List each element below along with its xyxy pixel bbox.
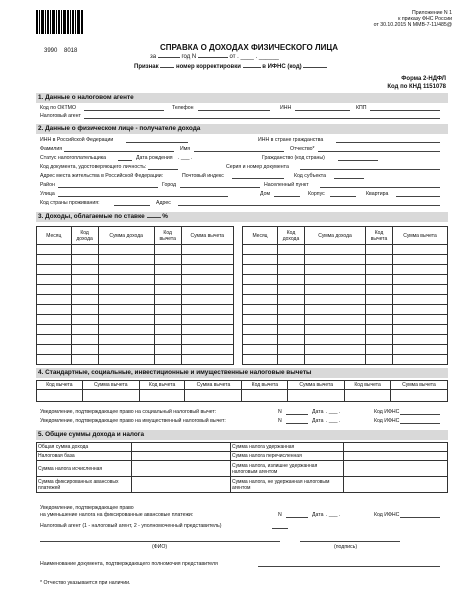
- table-cell[interactable]: [181, 355, 233, 365]
- table-cell[interactable]: [71, 255, 98, 265]
- table-cell[interactable]: [278, 275, 305, 285]
- footer-date: Дата: [312, 512, 324, 518]
- table-cell[interactable]: [366, 275, 393, 285]
- notice-property-label: Уведомление, подтверждающее право на имущественный налоговый вычет:: [40, 418, 226, 424]
- inn-rf-label: ИНН в Российской Федерации: [40, 137, 114, 143]
- annex-line2: к приказу ФНС России: [398, 16, 452, 22]
- barcode-number-left: 3990: [44, 48, 58, 54]
- table-cell[interactable]: [71, 355, 98, 365]
- table-cell[interactable]: [393, 245, 448, 255]
- table-row: [37, 355, 234, 365]
- table-row: [243, 245, 448, 255]
- col-income-code: Код дохода: [71, 227, 98, 245]
- table-cell[interactable]: [305, 245, 366, 255]
- table-cell[interactable]: [98, 295, 154, 305]
- fio-caption: (ФИО): [152, 544, 168, 550]
- flat-label: Квартира: [366, 191, 389, 197]
- table-cell[interactable]: [98, 275, 154, 285]
- table-cell[interactable]: [71, 335, 98, 345]
- table-row: [243, 345, 448, 355]
- section4-header: 4. Стандартные, социальные, инвестиционные и имущественные налоговые вычеты: [38, 369, 312, 376]
- table-cell[interactable]: [98, 305, 154, 315]
- table-cell[interactable]: [71, 285, 98, 295]
- section3-header: [38, 213, 168, 220]
- table-cell[interactable]: [181, 295, 233, 305]
- table-cell[interactable]: [243, 245, 278, 255]
- footnote: * Отчество указывается при наличии.: [40, 580, 131, 586]
- table-cell[interactable]: [305, 265, 366, 275]
- table-cell[interactable]: [393, 315, 448, 325]
- table-cell[interactable]: [98, 345, 154, 355]
- notice-property-n: N: [278, 418, 282, 424]
- date-label: от: [229, 54, 236, 60]
- table-cell[interactable]: [181, 305, 233, 315]
- table-cell[interactable]: [243, 355, 278, 365]
- total-income-label: Общая сумма дохода: [37, 443, 132, 452]
- table-row: [37, 345, 234, 355]
- form-name: Форма 2-НДФЛ: [401, 76, 446, 82]
- table-row: [37, 265, 234, 275]
- building-label: Корпус: [308, 191, 325, 197]
- table-cell[interactable]: [366, 245, 393, 255]
- section3-title: 3. Доходы, облагаемые по ставке: [38, 213, 145, 220]
- zip-label: Почтовый индекс: [182, 173, 224, 179]
- ded-sum-4: Сумма вычета: [390, 381, 447, 390]
- table-row: [243, 285, 448, 295]
- table-cell[interactable]: [243, 345, 278, 355]
- annex-line1: Приложение N 1: [412, 10, 452, 16]
- table-cell[interactable]: [393, 355, 448, 365]
- tax-transferred-label: Сумма налога перечисленная: [231, 452, 344, 461]
- table-cell[interactable]: [393, 345, 448, 355]
- table-cell[interactable]: [278, 245, 305, 255]
- table-cell[interactable]: [154, 265, 181, 275]
- notice-social-ifns: Код ИФНС: [374, 409, 400, 415]
- doc-number-label: Серия и номер документа: [226, 164, 289, 170]
- footer-n: N: [278, 512, 282, 518]
- table-cell[interactable]: [37, 335, 72, 345]
- table-cell[interactable]: [393, 305, 448, 315]
- table-cell[interactable]: [37, 295, 72, 305]
- table-cell[interactable]: [393, 325, 448, 335]
- barcode: [36, 10, 84, 40]
- signature-caption: (подпись): [334, 544, 358, 550]
- table-row: [37, 325, 234, 335]
- table-cell[interactable]: [71, 345, 98, 355]
- country-label: Код страны проживания:: [40, 200, 100, 206]
- table-cell[interactable]: [278, 255, 305, 265]
- table-cell[interactable]: [305, 255, 366, 265]
- ded-code-3: Код вычета: [242, 381, 288, 390]
- table-cell[interactable]: [37, 265, 72, 275]
- table-cell[interactable]: [305, 335, 366, 345]
- ded-sum-1: Сумма вычета: [82, 381, 139, 390]
- table-cell[interactable]: [181, 265, 233, 275]
- table-cell[interactable]: [37, 285, 72, 295]
- doc-name-label: Наименование документа, подтверждающего полномочия представителя: [40, 561, 218, 567]
- table-cell[interactable]: [98, 255, 154, 265]
- table-cell[interactable]: [98, 335, 154, 345]
- tax-base-label: Налоговая база: [37, 452, 132, 461]
- table-cell[interactable]: [305, 275, 366, 285]
- patronymic-label: Отчество*: [290, 146, 315, 152]
- year-label: за: [150, 54, 157, 60]
- table-cell[interactable]: [154, 305, 181, 315]
- table-cell[interactable]: [37, 275, 72, 285]
- table-cell[interactable]: [98, 265, 154, 275]
- deductions-table: [36, 380, 448, 402]
- table-cell[interactable]: [71, 275, 98, 285]
- table-cell[interactable]: [243, 325, 278, 335]
- table-cell[interactable]: [278, 265, 305, 275]
- col-deduction-code: Код вычета: [366, 227, 393, 245]
- addr-label: Адрес: [156, 200, 171, 206]
- birthdate-label: Дата рождения: [136, 155, 173, 161]
- table-cell[interactable]: [243, 255, 278, 265]
- table-cell[interactable]: [71, 305, 98, 315]
- table-cell[interactable]: [71, 315, 98, 325]
- table-row: [37, 305, 234, 315]
- table-cell[interactable]: [181, 245, 233, 255]
- ifns-label: в ИФНС (код): [262, 64, 302, 70]
- table-cell[interactable]: [98, 245, 154, 255]
- address-label: Адрес места жительства в Российской Федерации:: [40, 173, 164, 179]
- footer-date-dots: . ___ .: [326, 512, 341, 518]
- tax-calculated-label: Сумма налога исчисленная: [37, 461, 132, 477]
- table-cell[interactable]: [278, 325, 305, 335]
- agent-type-label: Налоговый агент (1 - налоговый агент, 2 - уполномоченный представитель): [40, 523, 222, 529]
- table-cell[interactable]: [243, 315, 278, 325]
- ded-sum-2: Сумма вычета: [185, 381, 242, 390]
- col-income-code: Код дохода: [278, 227, 305, 245]
- knd-code: Код по КНД 1151078: [387, 84, 446, 90]
- table-cell[interactable]: [393, 255, 448, 265]
- table-cell[interactable]: [37, 325, 72, 335]
- table-cell[interactable]: [305, 305, 366, 315]
- col-month: Месяц: [243, 227, 278, 245]
- section2-header: 2. Данные о физическом лице - получателе дохода: [38, 125, 201, 132]
- region-label: Код субъекта: [294, 173, 326, 179]
- footer-ifns: Код ИФНС: [374, 512, 400, 518]
- table-row: [243, 325, 448, 335]
- table-cell[interactable]: [278, 345, 305, 355]
- oktmo-label: Код по ОКТМО: [40, 105, 76, 111]
- ded-code-4: Код вычета: [345, 381, 391, 390]
- table-row: [243, 265, 448, 275]
- notice-social-dots: . ___ .: [326, 409, 341, 415]
- table-cell[interactable]: [305, 285, 366, 295]
- table-cell[interactable]: [305, 315, 366, 325]
- table-cell[interactable]: [98, 355, 154, 365]
- table-cell[interactable]: [243, 335, 278, 345]
- section5-header: 5. Общие суммы дохода и налога: [38, 431, 145, 438]
- section1-header: 1. Данные о налоговом агенте: [38, 94, 134, 101]
- number-label: год N: [181, 54, 197, 60]
- section3-percent: %: [162, 213, 168, 220]
- table-cell[interactable]: [154, 285, 181, 295]
- table-cell[interactable]: [366, 345, 393, 355]
- tax-withheld-label: Сумма налога удержанная: [231, 443, 344, 452]
- table-cell[interactable]: [366, 325, 393, 335]
- table-cell[interactable]: [181, 255, 233, 265]
- table-row: [243, 315, 448, 325]
- table-cell[interactable]: [37, 345, 72, 355]
- table-cell[interactable]: [71, 325, 98, 335]
- table-cell[interactable]: [181, 335, 233, 345]
- table-row: [37, 255, 234, 265]
- citizenship-label: Гражданство (код страны): [262, 155, 325, 161]
- district-label: Район: [40, 182, 55, 188]
- notice-social-date: Дата: [312, 409, 324, 415]
- barcode-image: [36, 10, 84, 40]
- document-title: СПРАВКА О ДОХОДАХ ФИЗИЧЕСКОГО ЛИЦА: [160, 43, 338, 52]
- city-label: Город: [162, 182, 177, 188]
- table-row: [243, 275, 448, 285]
- table-cell[interactable]: [37, 255, 72, 265]
- table-cell[interactable]: [71, 295, 98, 305]
- table-cell[interactable]: [181, 275, 233, 285]
- table-cell[interactable]: [243, 265, 278, 275]
- priznak-label: Признак: [134, 64, 159, 70]
- kpp-label: КПП: [356, 105, 367, 111]
- table-cell[interactable]: [305, 345, 366, 355]
- annex-block: [374, 10, 452, 28]
- table-cell[interactable]: [154, 315, 181, 325]
- correction-label: номер корректировки: [175, 64, 241, 70]
- table-cell[interactable]: [71, 265, 98, 275]
- table-row: [243, 255, 448, 265]
- table-cell[interactable]: [154, 325, 181, 335]
- table-cell[interactable]: [181, 345, 233, 355]
- settlement-label: Населенный пункт: [264, 182, 309, 188]
- notice-property-date: Дата: [312, 418, 324, 424]
- birthdate-dots: . ___ .: [178, 155, 193, 161]
- table-cell[interactable]: [243, 285, 278, 295]
- advance-payments-label: Сумма фиксированных авансовых платежей: [37, 477, 132, 493]
- notice-property-ifns: Код ИФНС: [374, 418, 400, 424]
- table-row: [37, 295, 234, 305]
- table-cell[interactable]: [37, 305, 72, 315]
- tax-overwithheld-label: Сумма налога, излишне удержанная налоговым агентом: [231, 461, 344, 477]
- barcode-number-right: 8018: [64, 48, 78, 54]
- tax-not-withheld-label: Сумма налога, не удержанная налоговым агентом: [231, 477, 344, 493]
- ded-code-1: Код вычета: [37, 381, 83, 390]
- table-cell[interactable]: [71, 245, 98, 255]
- title-line3: [134, 64, 327, 71]
- table-cell[interactable]: [393, 275, 448, 285]
- table-cell[interactable]: [243, 275, 278, 285]
- table-cell[interactable]: [243, 305, 278, 315]
- table-cell[interactable]: [366, 285, 393, 295]
- table-row: [243, 355, 448, 365]
- table-row: [37, 275, 234, 285]
- ded-sum-3: Сумма вычета: [288, 381, 345, 390]
- totals-table: [36, 442, 448, 493]
- house-label: Дом: [260, 191, 271, 197]
- annex-line3: от 30.10.2015 N ММВ-7-11/485@: [373, 22, 452, 28]
- table-cell[interactable]: [278, 295, 305, 305]
- table-cell[interactable]: [366, 295, 393, 305]
- street-label: Улица: [40, 191, 55, 197]
- title-line2: [150, 54, 279, 61]
- surname-label: Фамилия: [40, 146, 63, 152]
- table-cell[interactable]: [98, 315, 154, 325]
- col-income-sum: Сумма дохода: [98, 227, 154, 245]
- table-cell[interactable]: [243, 295, 278, 305]
- table-cell[interactable]: [181, 315, 233, 325]
- doc-code-label: Код документа, удостоверяющего личность:: [40, 164, 147, 170]
- notice-property-dots: . ___ .: [326, 418, 341, 424]
- table-row: [37, 315, 234, 325]
- table-cell[interactable]: [37, 315, 72, 325]
- table-cell[interactable]: [181, 325, 233, 335]
- table-cell[interactable]: [366, 255, 393, 265]
- table-row: [243, 305, 448, 315]
- income-table-right: [242, 226, 448, 365]
- table-row: [243, 335, 448, 345]
- table-cell[interactable]: [393, 265, 448, 275]
- col-month: Месяц: [37, 227, 72, 245]
- table-cell[interactable]: [366, 265, 393, 275]
- table-row: [37, 285, 234, 295]
- table-cell[interactable]: [366, 305, 393, 315]
- inn-foreign-label: ИНН в стране гражданства: [258, 137, 324, 143]
- notice-social-n: N: [278, 409, 282, 415]
- table-cell[interactable]: [366, 315, 393, 325]
- table-cell[interactable]: [366, 335, 393, 345]
- ded-code-2: Код вычета: [139, 381, 185, 390]
- col-income-sum: Сумма дохода: [305, 227, 366, 245]
- table-cell[interactable]: [154, 275, 181, 285]
- table-cell[interactable]: [393, 295, 448, 305]
- table-cell[interactable]: [278, 315, 305, 325]
- table-cell[interactable]: [305, 295, 366, 305]
- table-cell[interactable]: [278, 305, 305, 315]
- col-deduction-code: Код вычета: [154, 227, 181, 245]
- table-cell[interactable]: [393, 335, 448, 345]
- table-cell[interactable]: [37, 245, 72, 255]
- footer-notice2: на уменьшение налога на фиксированные авансовые платежи:: [40, 512, 194, 518]
- income-table-left: [36, 226, 234, 365]
- table-cell[interactable]: [154, 355, 181, 365]
- table-cell[interactable]: [37, 355, 72, 365]
- name-label: Имя: [180, 146, 191, 152]
- table-row: [37, 245, 234, 255]
- table-row: [37, 335, 234, 345]
- table-row: [243, 295, 448, 305]
- inn-label: ИНН: [280, 105, 292, 111]
- table-cell[interactable]: [366, 355, 393, 365]
- table-cell[interactable]: [154, 335, 181, 345]
- table-cell[interactable]: [154, 245, 181, 255]
- table-cell[interactable]: [278, 355, 305, 365]
- table-cell[interactable]: [393, 285, 448, 295]
- table-cell[interactable]: [154, 345, 181, 355]
- table-cell[interactable]: [305, 355, 366, 365]
- table-cell[interactable]: [305, 325, 366, 335]
- footer-notice1: Уведомление, подтверждающее право: [40, 505, 134, 511]
- status-label: Статус налогоплательщика: [40, 155, 107, 161]
- table-cell[interactable]: [98, 325, 154, 335]
- agent-label: Налоговый агент: [40, 113, 81, 119]
- table-cell[interactable]: [278, 335, 305, 345]
- notice-social-label: Уведомление, подтверждающее право на социальный налоговый вычет:: [40, 409, 217, 415]
- col-deduction-sum: Сумма вычета: [393, 227, 448, 245]
- col-deduction-sum: Сумма вычета: [181, 227, 233, 245]
- table-cell[interactable]: [154, 295, 181, 305]
- table-cell[interactable]: [154, 255, 181, 265]
- table-cell[interactable]: [98, 285, 154, 295]
- phone-label: Телефон: [172, 105, 194, 111]
- date-dots: . ____ . ______: [237, 54, 279, 60]
- table-cell[interactable]: [181, 285, 233, 295]
- table-cell[interactable]: [278, 285, 305, 295]
